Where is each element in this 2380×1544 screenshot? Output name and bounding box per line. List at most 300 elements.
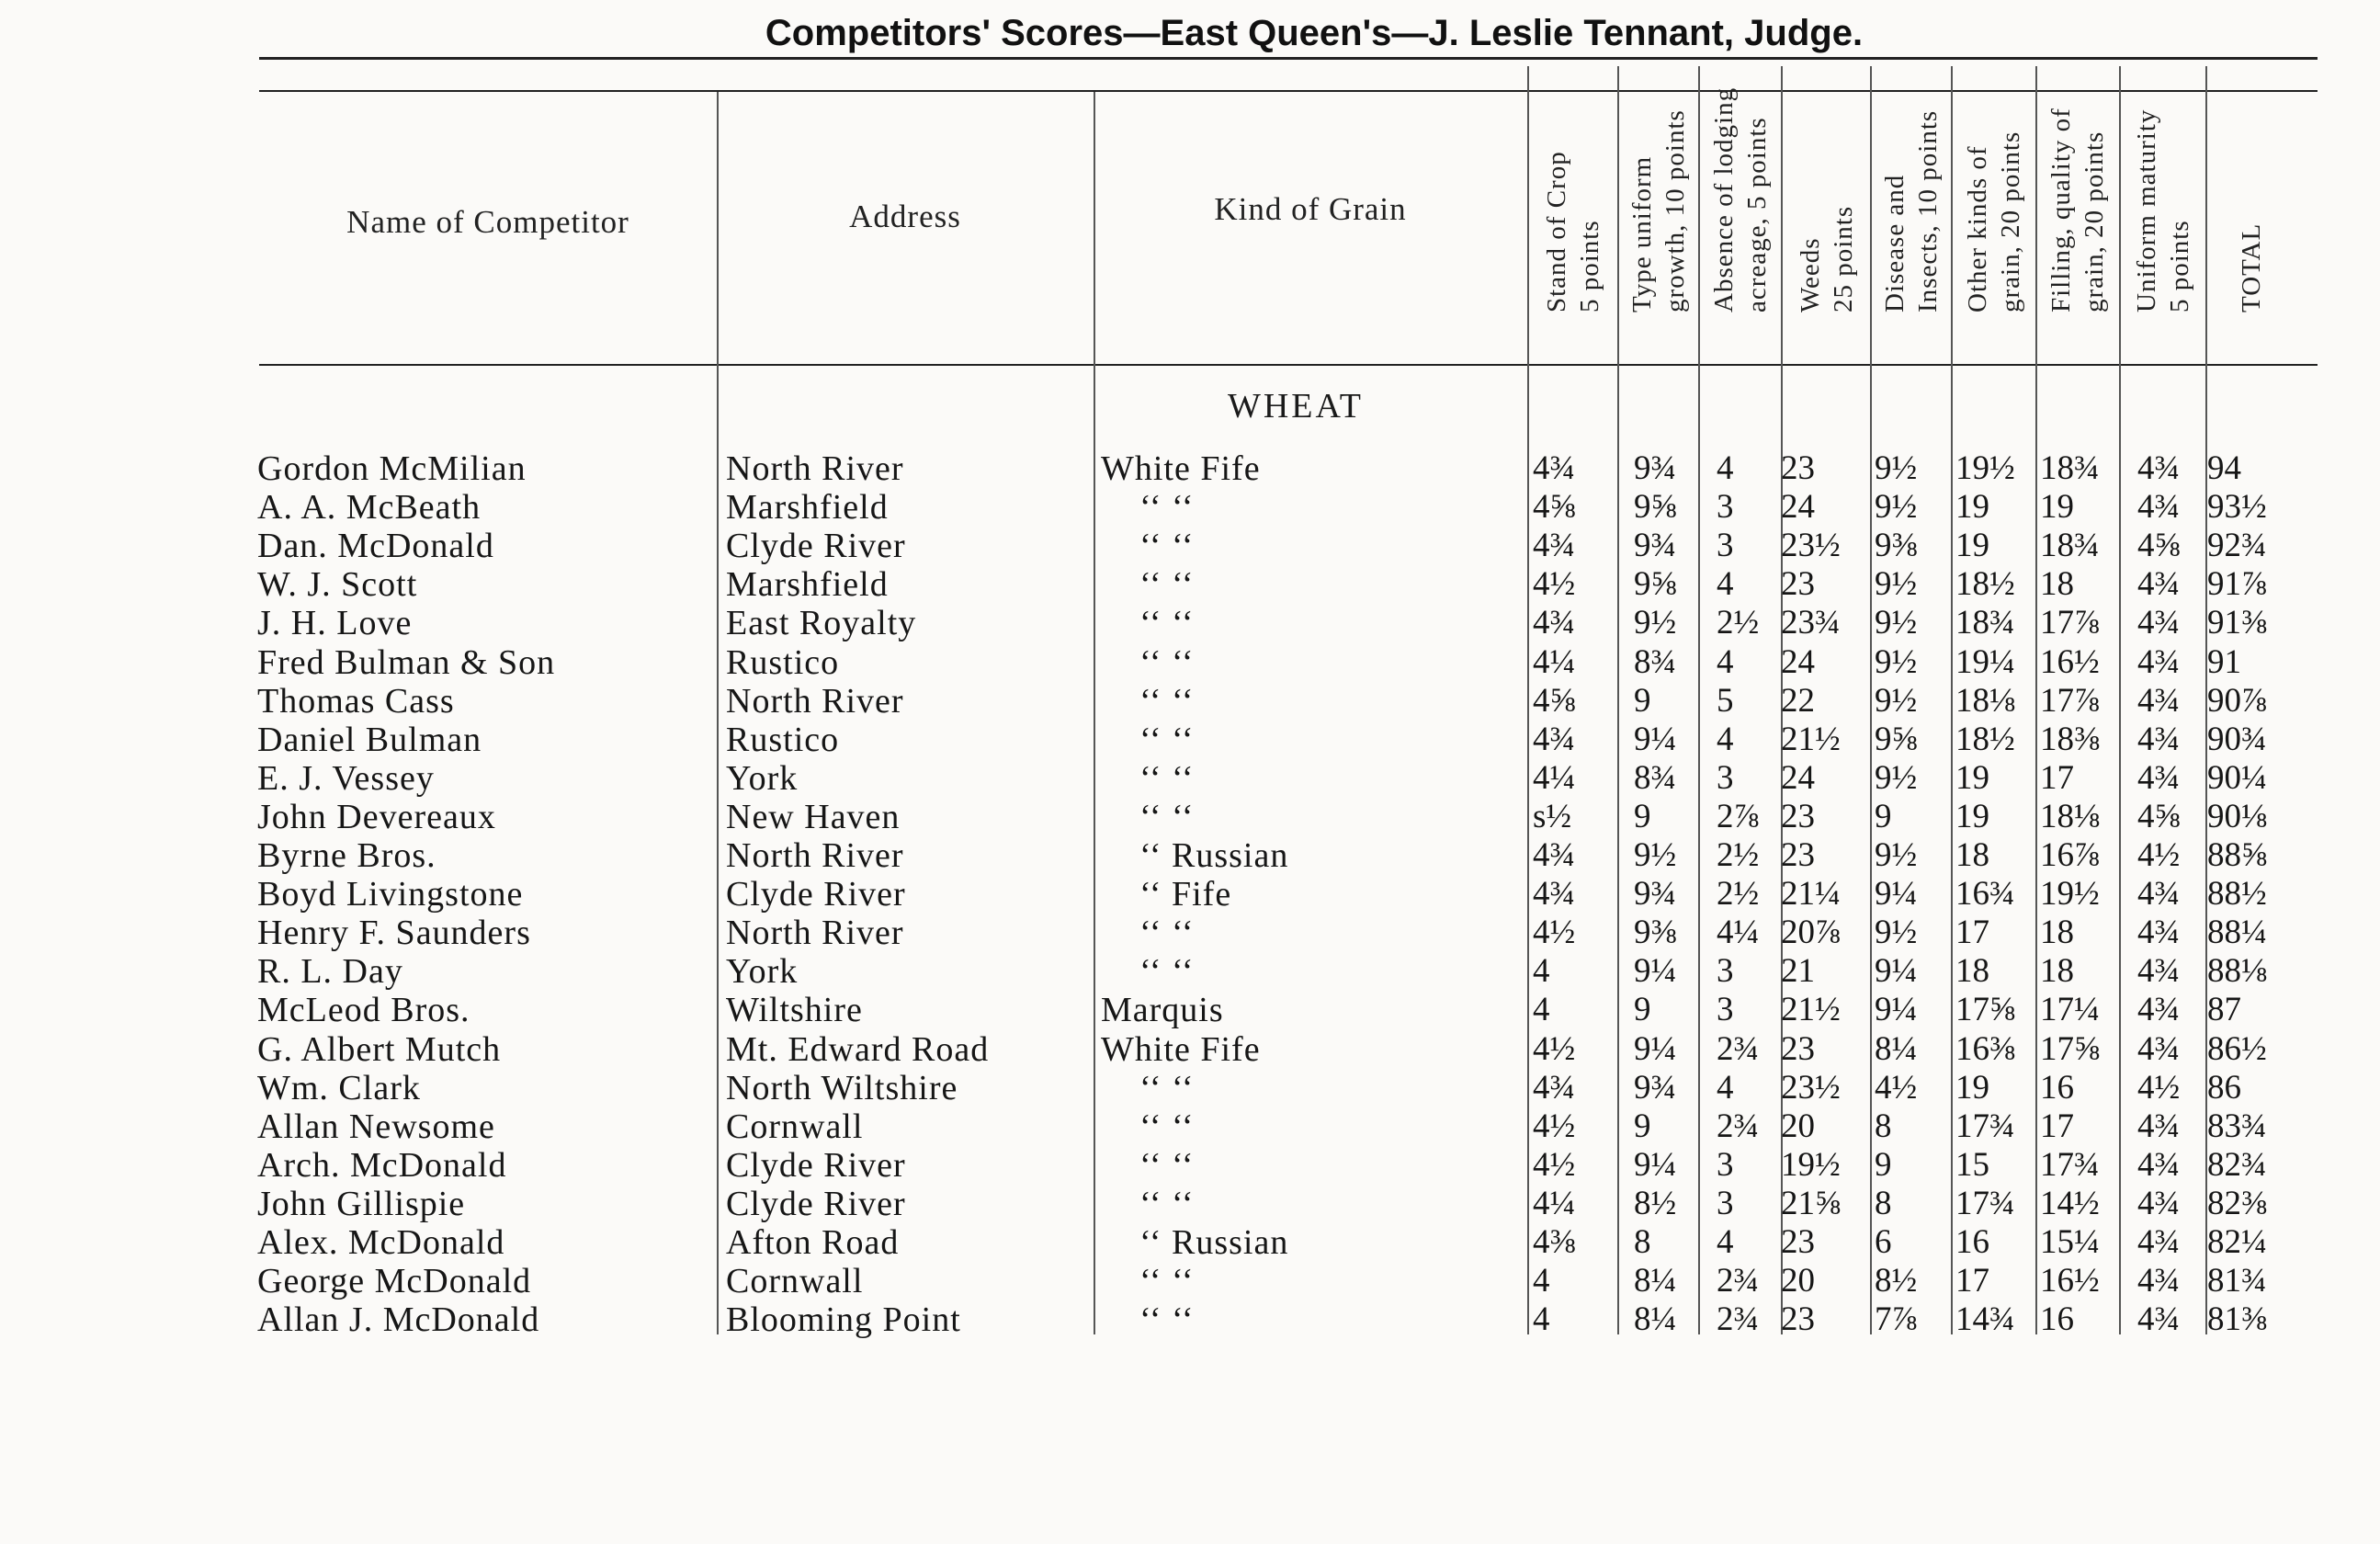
score-total: 90⅞ xyxy=(2207,681,2267,720)
section-heading: WHEAT xyxy=(1228,387,1364,426)
header-absence-of-lodging-line2: acreage, 5 points xyxy=(1742,117,1772,312)
score-total: 92¾ xyxy=(2207,527,2267,565)
grain-kind: Marquis xyxy=(1101,991,1224,1030)
score-absence-of-lodging: 3 xyxy=(1717,488,1734,527)
score-total: 94 xyxy=(2207,449,2241,487)
score-stand-of-crop: 4¼ xyxy=(1533,1184,1576,1222)
score-weeds: 24 xyxy=(1781,642,1815,681)
grain-kind: ‘‘ ‘‘ xyxy=(1139,604,1195,643)
score-filling-quality: 14½ xyxy=(2040,1184,2100,1222)
score-filling-quality: 16⅞ xyxy=(2040,836,2100,874)
header-total xyxy=(2235,223,2380,312)
score-absence-of-lodging: 3 xyxy=(1717,952,1734,991)
header-name: Name of Competitor xyxy=(346,204,629,240)
score-absence-of-lodging: 4 xyxy=(1717,449,1734,487)
grain-kind: ‘‘ ‘‘ xyxy=(1139,797,1195,836)
score-type-uniform: 9¾ xyxy=(1634,1068,1677,1107)
competitor-address: Blooming Point xyxy=(726,1300,961,1340)
page-title: Competitors' Scores—East Queen's—J. Leslie Tennant, Judge. xyxy=(765,13,1864,53)
score-absence-of-lodging: 2⅞ xyxy=(1717,797,1760,835)
score-stand-of-crop: 4¾ xyxy=(1533,875,1576,914)
competitor-name: Thomas Cass xyxy=(257,681,455,721)
score-uniform-maturity: 4¾ xyxy=(2137,1300,2181,1339)
score-filling-quality: 17 xyxy=(2040,1107,2074,1145)
score-uniform-maturity: 4¾ xyxy=(2137,565,2181,604)
competitor-address: North River xyxy=(726,449,904,488)
score-disease-insects: 9½ xyxy=(1875,604,1918,642)
score-uniform-maturity: 4¾ xyxy=(2137,604,2181,642)
grain-kind: ‘‘ ‘‘ xyxy=(1139,914,1195,953)
top-rule xyxy=(259,57,2318,60)
score-total: 86½ xyxy=(2207,1029,2267,1068)
header-total-line1: TOTAL xyxy=(2237,222,2266,312)
header-grain: Kind of Grain xyxy=(1214,191,1407,227)
score-other-grain: 19 xyxy=(1955,1068,1989,1107)
score-disease-insects: 9½ xyxy=(1875,565,1918,604)
score-other-grain: 19½ xyxy=(1955,449,2015,487)
competitor-name: R. L. Day xyxy=(257,952,403,992)
score-absence-of-lodging: 2¾ xyxy=(1717,1300,1760,1339)
score-filling-quality: 17⅞ xyxy=(2040,604,2100,642)
score-other-grain: 14¾ xyxy=(1955,1300,2015,1339)
score-uniform-maturity: 4¾ xyxy=(2137,1184,2181,1222)
header-stand-of-crop-line1: Stand of Crop xyxy=(1542,151,1571,312)
competitor-name: McLeod Bros. xyxy=(257,991,470,1030)
score-uniform-maturity: 4⅝ xyxy=(2137,527,2181,565)
score-filling-quality: 17⅞ xyxy=(2040,681,2100,720)
score-weeds: 24 xyxy=(1781,488,1815,527)
grain-kind: ‘‘ ‘‘ xyxy=(1139,1068,1195,1107)
table-row xyxy=(0,1145,2380,1184)
competitor-address: Cornwall xyxy=(726,1262,864,1301)
score-uniform-maturity: 4¾ xyxy=(2137,1145,2181,1184)
table-row xyxy=(0,564,2380,603)
grain-kind: ‘‘ ‘‘ xyxy=(1139,565,1195,605)
competitor-address: Marshfield xyxy=(726,488,889,528)
header-bottom-rule xyxy=(259,364,2318,366)
competitor-name: A. A. McBeath xyxy=(257,488,482,528)
score-stand-of-crop: 4 xyxy=(1533,952,1550,991)
score-filling-quality: 16 xyxy=(2040,1068,2074,1107)
score-other-grain: 18 xyxy=(1955,836,1989,874)
competitor-name: Alex. McDonald xyxy=(257,1223,505,1262)
score-disease-insects: 8 xyxy=(1875,1184,1892,1222)
score-total: 91⅞ xyxy=(2207,565,2267,604)
competitor-name: Boyd Livingstone xyxy=(257,875,524,914)
competitor-name: Allan J. McDonald xyxy=(257,1300,540,1340)
table-row xyxy=(0,797,2380,835)
score-stand-of-crop: s½ xyxy=(1533,797,1572,835)
score-absence-of-lodging: 2½ xyxy=(1717,604,1760,642)
header-type-uniform-line1: Type uniform xyxy=(1627,155,1657,312)
score-stand-of-crop: 4¾ xyxy=(1533,449,1576,487)
score-absence-of-lodging: 4¼ xyxy=(1717,914,1760,952)
score-total: 87 xyxy=(2207,991,2241,1029)
table-row xyxy=(0,448,2380,487)
table-row xyxy=(0,603,2380,641)
score-stand-of-crop: 4½ xyxy=(1533,914,1576,952)
grain-kind: ‘‘ ‘‘ xyxy=(1139,642,1195,682)
score-other-grain: 15 xyxy=(1955,1145,1989,1184)
table-row xyxy=(0,1068,2380,1107)
competitor-address: Marshfield xyxy=(726,565,889,605)
score-absence-of-lodging: 3 xyxy=(1717,527,1734,565)
competitor-address: New Haven xyxy=(726,797,901,836)
grain-kind: ‘‘ ‘‘ xyxy=(1139,758,1195,798)
score-other-grain: 17¾ xyxy=(1955,1107,2015,1145)
score-uniform-maturity: 4¾ xyxy=(2137,758,2181,797)
score-stand-of-crop: 4 xyxy=(1533,1262,1550,1300)
score-total: 88⅛ xyxy=(2207,952,2267,991)
score-disease-insects: 9¼ xyxy=(1875,875,1918,914)
competitor-address: Wiltshire xyxy=(726,991,863,1030)
score-stand-of-crop: 4¾ xyxy=(1533,1068,1576,1107)
score-weeds: 21⅝ xyxy=(1781,1184,1841,1222)
score-other-grain: 19 xyxy=(1955,797,1989,835)
score-type-uniform: 8½ xyxy=(1634,1184,1677,1222)
score-filling-quality: 18¾ xyxy=(2040,527,2100,565)
grain-kind: White Fife xyxy=(1101,449,1261,488)
score-disease-insects: 4½ xyxy=(1875,1068,1918,1107)
grain-kind: White Fife xyxy=(1101,1029,1261,1069)
score-total: 82¼ xyxy=(2207,1223,2267,1261)
score-uniform-maturity: 4¾ xyxy=(2137,1223,2181,1261)
score-absence-of-lodging: 2½ xyxy=(1717,836,1760,874)
score-weeds: 21 xyxy=(1781,952,1815,991)
score-type-uniform: 9 xyxy=(1634,797,1651,835)
grain-kind: ‘‘ ‘‘ xyxy=(1139,952,1195,992)
competitor-address: North Wiltshire xyxy=(726,1068,958,1107)
header-disease-insects-line1: Disease and xyxy=(1880,174,1910,312)
header-uniform-maturity-line2: 5 points xyxy=(2165,220,2194,312)
table-row xyxy=(0,681,2380,720)
table-row xyxy=(0,951,2380,990)
score-stand-of-crop: 4¼ xyxy=(1533,642,1576,681)
score-absence-of-lodging: 5 xyxy=(1717,681,1734,720)
score-type-uniform: 8¼ xyxy=(1634,1300,1677,1339)
score-absence-of-lodging: 4 xyxy=(1717,1223,1734,1261)
score-weeds: 23½ xyxy=(1781,1068,1841,1107)
score-stand-of-crop: 4½ xyxy=(1533,1029,1576,1068)
score-absence-of-lodging: 3 xyxy=(1717,1184,1734,1222)
competitor-address: Rustico xyxy=(726,720,840,759)
score-disease-insects: 9½ xyxy=(1875,914,1918,952)
score-total: 86 xyxy=(2207,1068,2241,1107)
table-row xyxy=(0,913,2380,951)
score-weeds: 22 xyxy=(1781,681,1815,720)
competitor-address: Clyde River xyxy=(726,875,906,914)
competitor-name: Dan. McDonald xyxy=(257,527,494,566)
score-other-grain: 18½ xyxy=(1955,720,2015,758)
grain-kind: ‘‘ Russian xyxy=(1139,836,1289,875)
competitor-name: George McDonald xyxy=(257,1262,532,1301)
grain-kind: ‘‘ ‘‘ xyxy=(1139,488,1195,528)
score-filling-quality: 19½ xyxy=(2040,875,2100,914)
table-row xyxy=(0,1222,2380,1261)
competitor-address: Clyde River xyxy=(726,1184,906,1223)
score-type-uniform: 9½ xyxy=(1634,604,1677,642)
header-other-grain-line2: grain, 20 points xyxy=(1996,131,2025,312)
score-disease-insects: 6 xyxy=(1875,1223,1892,1261)
score-uniform-maturity: 4¾ xyxy=(2137,952,2181,991)
score-disease-insects: 8¼ xyxy=(1875,1029,1918,1068)
competitor-address: North River xyxy=(726,836,904,875)
competitor-address: Mt. Edward Road xyxy=(726,1029,990,1069)
score-disease-insects: 9½ xyxy=(1875,449,1918,487)
score-other-grain: 18⅛ xyxy=(1955,681,2015,720)
competitor-name: Daniel Bulman xyxy=(257,720,482,759)
score-total: 82⅜ xyxy=(2207,1184,2267,1222)
score-uniform-maturity: 4½ xyxy=(2137,836,2181,874)
score-weeds: 23½ xyxy=(1781,527,1841,565)
score-stand-of-crop: 4½ xyxy=(1533,1107,1576,1145)
score-stand-of-crop: 4⅝ xyxy=(1533,488,1576,527)
competitor-name: Allan Newsome xyxy=(257,1107,495,1146)
score-filling-quality: 19 xyxy=(2040,488,2074,527)
score-weeds: 21¼ xyxy=(1781,875,1841,914)
score-other-grain: 18¾ xyxy=(1955,604,2015,642)
score-uniform-maturity: 4¾ xyxy=(2137,488,2181,527)
grain-kind: ‘‘ Russian xyxy=(1139,1223,1289,1262)
header-filling-quality-line2: grain, 20 points xyxy=(2080,131,2109,312)
score-total: 91 xyxy=(2207,642,2241,681)
score-type-uniform: 9 xyxy=(1634,681,1651,720)
score-weeds: 23 xyxy=(1781,1029,1815,1068)
score-disease-insects: 9 xyxy=(1875,1145,1892,1184)
score-weeds: 21½ xyxy=(1781,720,1841,758)
score-absence-of-lodging: 3 xyxy=(1717,1145,1734,1184)
header-stand-of-crop-line2: 5 points xyxy=(1575,220,1604,312)
score-absence-of-lodging: 2¾ xyxy=(1717,1107,1760,1145)
score-disease-insects: 9½ xyxy=(1875,488,1918,527)
score-total: 81⅜ xyxy=(2207,1300,2267,1339)
score-type-uniform: 9¼ xyxy=(1634,1029,1677,1068)
table-row xyxy=(0,720,2380,758)
grain-kind: ‘‘ ‘‘ xyxy=(1139,720,1195,759)
table-row xyxy=(0,835,2380,874)
score-uniform-maturity: 4⅝ xyxy=(2137,797,2181,835)
score-total: 91⅜ xyxy=(2207,604,2267,642)
score-stand-of-crop: 4¾ xyxy=(1533,720,1576,758)
score-weeds: 23 xyxy=(1781,797,1815,835)
header-absence-of-lodging-line1: Absence of lodging xyxy=(1709,86,1739,312)
score-uniform-maturity: 4½ xyxy=(2137,1068,2181,1107)
competitor-name: Byrne Bros. xyxy=(257,836,436,875)
competitor-name: J. H. Love xyxy=(257,604,413,643)
score-total: 88⅝ xyxy=(2207,836,2267,874)
header-uniform-maturity-line1: Uniform maturity xyxy=(2132,108,2161,312)
score-disease-insects: 7⅞ xyxy=(1875,1300,1918,1339)
score-weeds: 19½ xyxy=(1781,1145,1841,1184)
score-uniform-maturity: 4¾ xyxy=(2137,914,2181,952)
score-uniform-maturity: 4¾ xyxy=(2137,1262,2181,1300)
score-filling-quality: 18 xyxy=(2040,952,2074,991)
score-type-uniform: 9 xyxy=(1634,991,1651,1029)
competitor-address: York xyxy=(726,758,799,798)
score-type-uniform: 9⅜ xyxy=(1634,914,1677,952)
score-stand-of-crop: 4¾ xyxy=(1533,604,1576,642)
score-filling-quality: 16½ xyxy=(2040,642,2100,681)
header-address: Address xyxy=(849,199,961,234)
score-other-grain: 16¾ xyxy=(1955,875,2015,914)
score-total: 90¾ xyxy=(2207,720,2267,758)
score-type-uniform: 9¾ xyxy=(1634,527,1677,565)
score-total: 90¼ xyxy=(2207,758,2267,797)
score-type-uniform: 9⅝ xyxy=(1634,565,1677,604)
score-filling-quality: 18 xyxy=(2040,565,2074,604)
header-filling-quality-line1: Filling, quality of xyxy=(2046,108,2076,312)
header-other-grain-line1: Other kinds of xyxy=(1963,145,1992,312)
score-type-uniform: 8¾ xyxy=(1634,642,1677,681)
score-weeds: 21½ xyxy=(1781,991,1841,1029)
score-absence-of-lodging: 4 xyxy=(1717,720,1734,758)
score-type-uniform: 8 xyxy=(1634,1223,1651,1261)
score-type-uniform: 9 xyxy=(1634,1107,1651,1145)
score-stand-of-crop: 4 xyxy=(1533,1300,1550,1339)
score-type-uniform: 9¼ xyxy=(1634,952,1677,991)
score-absence-of-lodging: 3 xyxy=(1717,991,1734,1029)
competitor-address: North River xyxy=(726,681,904,721)
score-total: 82¾ xyxy=(2207,1145,2267,1184)
score-uniform-maturity: 4¾ xyxy=(2137,720,2181,758)
score-stand-of-crop: 4½ xyxy=(1533,1145,1576,1184)
score-total: 83¾ xyxy=(2207,1107,2267,1145)
score-other-grain: 17 xyxy=(1955,1262,1989,1300)
score-type-uniform: 8¼ xyxy=(1634,1262,1677,1300)
competitor-address: East Royalty xyxy=(726,604,917,643)
score-other-grain: 17⅝ xyxy=(1955,991,2015,1029)
competitor-name: W. J. Scott xyxy=(257,565,418,605)
score-other-grain: 19 xyxy=(1955,527,1989,565)
score-weeds: 23 xyxy=(1781,565,1815,604)
competitor-name: John Gillispie xyxy=(257,1184,466,1223)
score-disease-insects: 9¼ xyxy=(1875,952,1918,991)
score-total: 88¼ xyxy=(2207,914,2267,952)
score-uniform-maturity: 4¾ xyxy=(2137,449,2181,487)
score-disease-insects: 9½ xyxy=(1875,681,1918,720)
score-type-uniform: 9¼ xyxy=(1634,1145,1677,1184)
competitor-name: Arch. McDonald xyxy=(257,1145,507,1185)
score-filling-quality: 15¼ xyxy=(2040,1223,2100,1261)
table-row xyxy=(0,642,2380,681)
score-filling-quality: 16 xyxy=(2040,1300,2074,1339)
competitor-name: John Devereaux xyxy=(257,797,496,836)
score-disease-insects: 9½ xyxy=(1875,836,1918,874)
score-other-grain: 18 xyxy=(1955,952,1989,991)
score-filling-quality: 16½ xyxy=(2040,1262,2100,1300)
competitor-name: Gordon McMilian xyxy=(257,449,527,488)
score-other-grain: 19¼ xyxy=(1955,642,2015,681)
grain-kind: ‘‘ Fife xyxy=(1139,875,1232,914)
score-filling-quality: 18 xyxy=(2040,914,2074,952)
competitor-name: G. Albert Mutch xyxy=(257,1029,502,1069)
header-type-uniform-line2: growth, 10 points xyxy=(1660,109,1690,312)
competitor-address: Clyde River xyxy=(726,1145,906,1185)
score-disease-insects: 9½ xyxy=(1875,758,1918,797)
score-other-grain: 16 xyxy=(1955,1223,1989,1261)
score-type-uniform: 9⅝ xyxy=(1634,488,1677,527)
score-stand-of-crop: 4¾ xyxy=(1533,527,1576,565)
score-stand-of-crop: 4⅝ xyxy=(1533,681,1576,720)
grain-kind: ‘‘ ‘‘ xyxy=(1139,1300,1195,1340)
table-row xyxy=(0,1184,2380,1222)
table-row xyxy=(0,874,2380,913)
score-uniform-maturity: 4¾ xyxy=(2137,991,2181,1029)
score-other-grain: 17 xyxy=(1955,914,1989,952)
score-filling-quality: 17¼ xyxy=(2040,991,2100,1029)
score-type-uniform: 9½ xyxy=(1634,836,1677,874)
grain-kind: ‘‘ ‘‘ xyxy=(1139,1107,1195,1146)
score-weeds: 23¾ xyxy=(1781,604,1841,642)
score-total: 90⅛ xyxy=(2207,797,2267,835)
score-disease-insects: 8½ xyxy=(1875,1262,1918,1300)
score-weeds: 23 xyxy=(1781,1223,1815,1261)
competitor-address: Cornwall xyxy=(726,1107,864,1146)
grain-kind: ‘‘ ‘‘ xyxy=(1139,1145,1195,1185)
competitor-address: Afton Road xyxy=(726,1223,900,1262)
score-uniform-maturity: 4¾ xyxy=(2137,1029,2181,1068)
score-type-uniform: 9¼ xyxy=(1634,720,1677,758)
score-filling-quality: 18⅜ xyxy=(2040,720,2100,758)
score-disease-insects: 8 xyxy=(1875,1107,1892,1145)
header-disease-insects-line2: Insects, 10 points xyxy=(1913,109,1943,312)
score-disease-insects: 9 xyxy=(1875,797,1892,835)
score-stand-of-crop: 4¼ xyxy=(1533,758,1576,797)
table-row xyxy=(0,758,2380,797)
score-total: 81¾ xyxy=(2207,1262,2267,1300)
score-absence-of-lodging: 4 xyxy=(1717,565,1734,604)
score-weeds: 23 xyxy=(1781,836,1815,874)
competitor-address: North River xyxy=(726,914,904,953)
score-filling-quality: 18⅛ xyxy=(2040,797,2100,835)
header-weeds-line1: Weeds xyxy=(1796,237,1825,312)
score-disease-insects: 9⅝ xyxy=(1875,720,1918,758)
score-uniform-maturity: 4¾ xyxy=(2137,875,2181,914)
table-row xyxy=(0,1107,2380,1145)
score-type-uniform: 8¾ xyxy=(1634,758,1677,797)
score-weeds: 20 xyxy=(1781,1262,1815,1300)
competitor-address: Rustico xyxy=(726,642,840,682)
score-total: 88½ xyxy=(2207,875,2267,914)
score-absence-of-lodging: 4 xyxy=(1717,1068,1734,1107)
competitor-name: Wm. Clark xyxy=(257,1068,421,1107)
table-row xyxy=(0,1300,2380,1338)
table-row xyxy=(0,990,2380,1028)
score-disease-insects: 9⅜ xyxy=(1875,527,1918,565)
header-weeds-line2: 25 points xyxy=(1829,205,1858,312)
competitor-address: York xyxy=(726,952,799,992)
grain-kind: ‘‘ ‘‘ xyxy=(1139,1262,1195,1301)
score-weeds: 24 xyxy=(1781,758,1815,797)
score-other-grain: 16⅜ xyxy=(1955,1029,2015,1068)
score-weeds: 20 xyxy=(1781,1107,1815,1145)
score-stand-of-crop: 4½ xyxy=(1533,565,1576,604)
score-stand-of-crop: 4⅜ xyxy=(1533,1223,1576,1261)
score-filling-quality: 17⅝ xyxy=(2040,1029,2100,1068)
grain-kind: ‘‘ ‘‘ xyxy=(1139,681,1195,721)
competitor-name: E. J. Vessey xyxy=(257,758,435,798)
score-absence-of-lodging: 3 xyxy=(1717,758,1734,797)
score-weeds: 20⅞ xyxy=(1781,914,1841,952)
table-row xyxy=(0,487,2380,526)
score-absence-of-lodging: 4 xyxy=(1717,642,1734,681)
score-uniform-maturity: 4¾ xyxy=(2137,642,2181,681)
competitor-name: Henry F. Saunders xyxy=(257,914,531,953)
score-other-grain: 19 xyxy=(1955,758,1989,797)
competitor-name: Fred Bulman & Son xyxy=(257,642,556,682)
score-stand-of-crop: 4 xyxy=(1533,991,1550,1029)
score-type-uniform: 9¾ xyxy=(1634,449,1677,487)
